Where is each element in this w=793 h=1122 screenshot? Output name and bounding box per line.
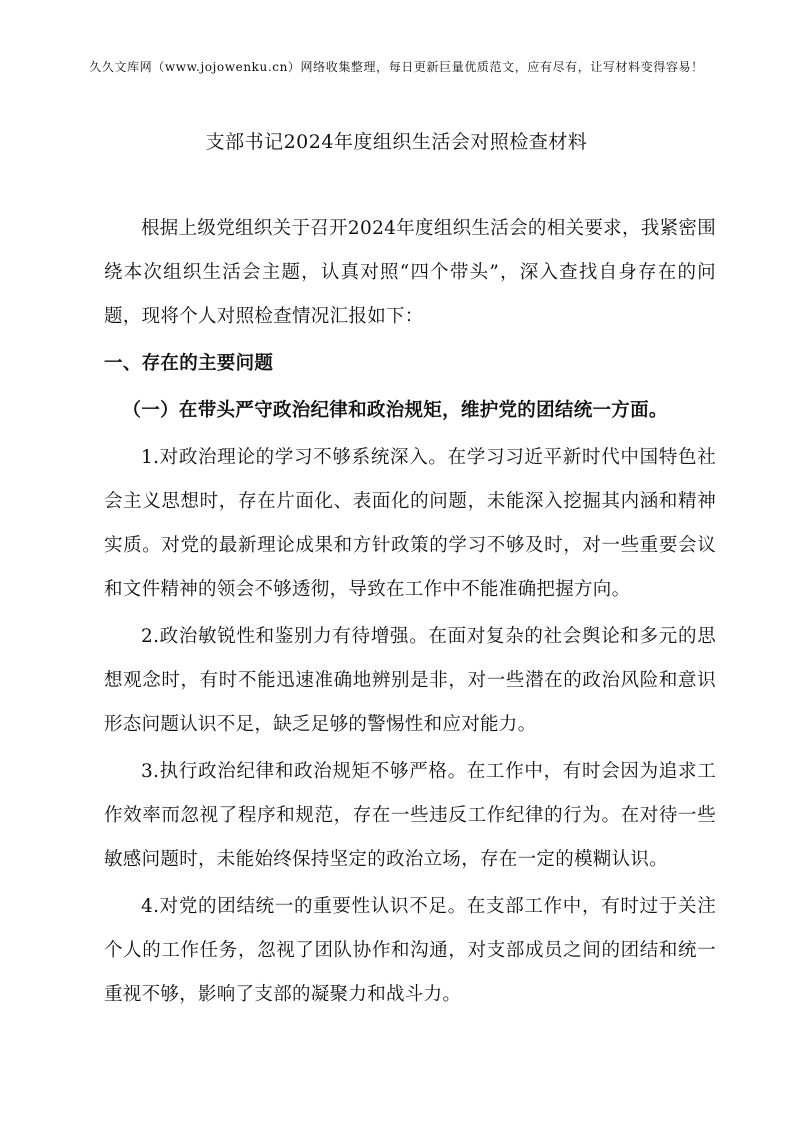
document-title: 支部书记2024年度组织生活会对照检查材料 <box>205 131 588 153</box>
subsection-heading: （一）在带头严守政治纪律和政治规矩，维护党的团结统一方面。 <box>122 400 668 421</box>
problem-item-4: 4.对党的团结统一的重要性认识不足。在支部工作中，有时过于关注个人的工作任务，忽视了团队协作和沟通，对支部成员之间的团结和统一重视不够，影响了支部的凝聚力和战斗力。 <box>104 896 716 1005</box>
problem-item-2: 2.政治敏锐性和鉴别力有待增强。在面对复杂的社会舆论和多元的思想观念时，有时不能迅速准确地辨别是非，对一些潜在的政治风险和意识形态问题认识不足，缺乏足够的警惕性和应对能力。 <box>104 626 716 735</box>
intro-paragraph: 根据上级党组织关于召开2024年度组织生活会的相关要求，我紧密围绕本次组织生活会主题，认真对照“四个带头”，深入查找自身存在的问题，现将个人对照检查情况汇报如下： <box>104 218 716 327</box>
document-body <box>104 207 716 1020</box>
problem-item-1: 1.对政治理论的学习不够系统深入。在学习习近平新时代中国特色社会主义思想时，存在片面化、表面化的问题，未能深入挖掘其内涵和精神实质。对党的最新理论成果和方针政策的学习不够及时，对一些重要会议和文件精神的领会不够透彻，导致在工作中不能准确把握方向。 <box>104 447 716 600</box>
problem-item-3: 3.执行政治纪律和政治规矩不够严格。在工作中，有时会因为追求工作效率而忽视了程序和规范，存在一些违反工作纪律的行为。在对待一些敏感问题时，未能始终保持坚定的政治立场，存在一定的模糊认识。 <box>104 761 716 870</box>
header-note: 久久文库网（www.jojowenku.cn）网络收集整理，每日更新巨量优质范文，应有尽有，让写材料变得容易！ <box>89 60 704 74</box>
section-heading: 一、存在的主要问题 <box>104 353 274 374</box>
